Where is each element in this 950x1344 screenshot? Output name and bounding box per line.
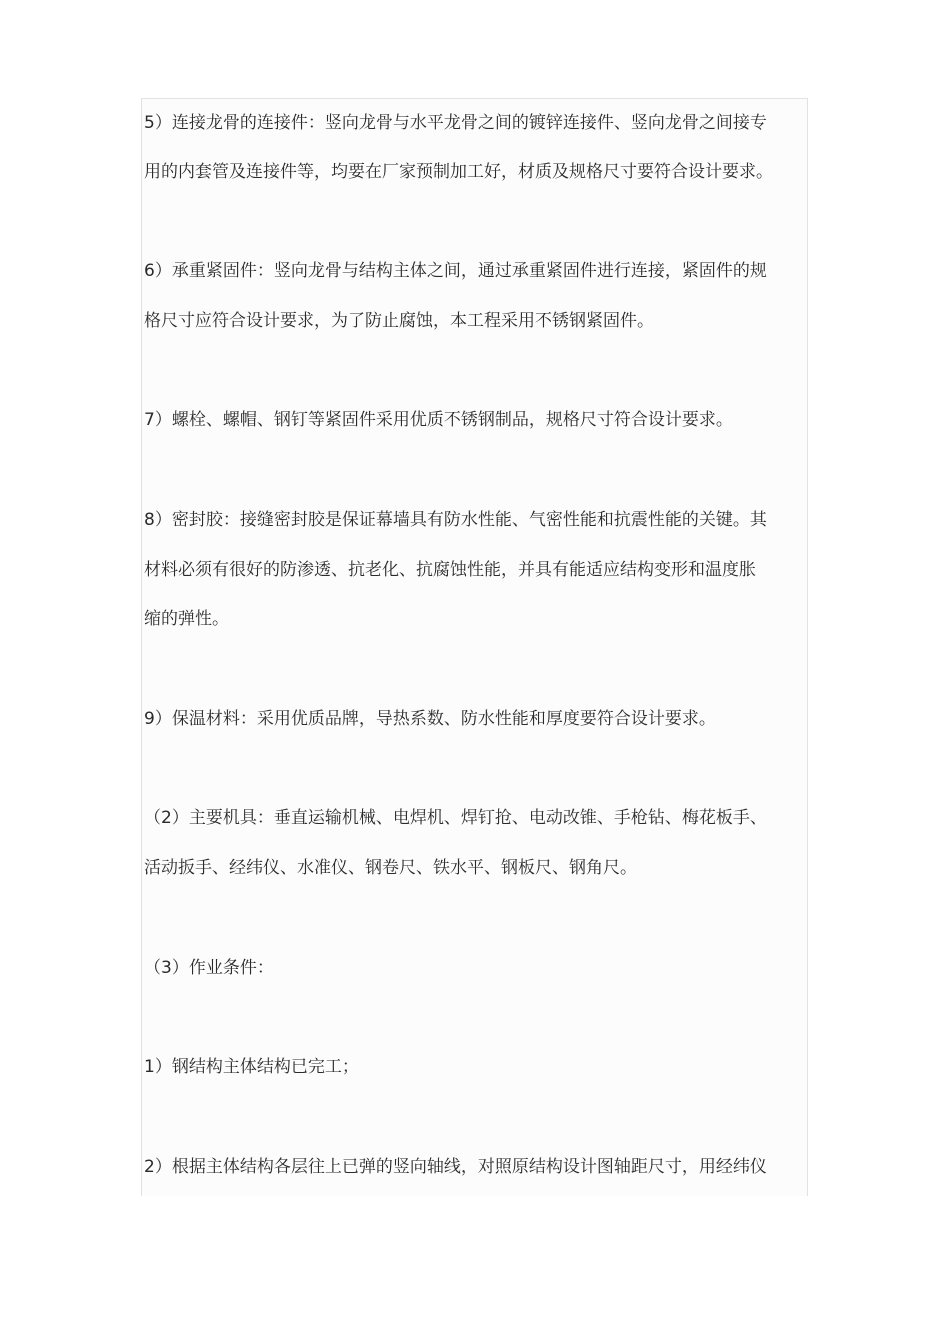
paragraph-8-line-1: 8）密封胶：接缝密封胶是保证幕墙具有防水性能、气密性能和抗震性能的关键。其: [144, 510, 767, 530]
condition-2-line-1: 2）根据主体结构各层往上已弹的竖向轴线，对照原结构设计图轴距尺寸，用经纬仪: [144, 1157, 767, 1177]
paragraph-7-line-1: 7）螺栓、螺帽、钢钉等紧固件采用优质不锈钢制品，规格尺寸符合设计要求。: [144, 410, 733, 430]
paragraph-8-line-3: 缩的弹性。: [144, 609, 229, 629]
section-2-line-1: （2）主要机具：垂直运输机械、电焊机、焊钉抢、电动改锥、手枪钻、梅花板手、: [144, 808, 767, 828]
section-2-line-2: 活动扳手、经纬仪、水准仪、钢卷尺、铁水平、钢板尺、钢角尺。: [144, 858, 637, 878]
paragraph-8-line-2: 材料必须有很好的防渗透、抗老化、抗腐蚀性能，并具有能适应结构变形和温度胀: [144, 560, 756, 580]
paragraph-9-line-1: 9）保温材料：采用优质品牌，导热系数、防水性能和厚度要符合设计要求。: [144, 709, 716, 729]
paragraph-6-line-1: 6）承重紧固件：竖向龙骨与结构主体之间，通过承重紧固件进行连接，紧固件的规: [144, 261, 767, 281]
paragraph-6-line-2: 格尺寸应符合设计要求，为了防止腐蚀，本工程采用不锈钢紧固件。: [144, 311, 654, 331]
section-3-heading: （3）作业条件：: [144, 958, 274, 978]
paragraph-5-line-2: 用的内套管及连接件等，均要在厂家预制加工好，材质及规格尺寸要符合设计要求。: [144, 162, 773, 182]
paragraph-5-line-1: 5）连接龙骨的连接件：竖向龙骨与水平龙骨之间的镀锌连接件、竖向龙骨之间接专: [144, 113, 767, 133]
condition-1-line-1: 1）钢结构主体结构已完工；: [144, 1057, 359, 1077]
